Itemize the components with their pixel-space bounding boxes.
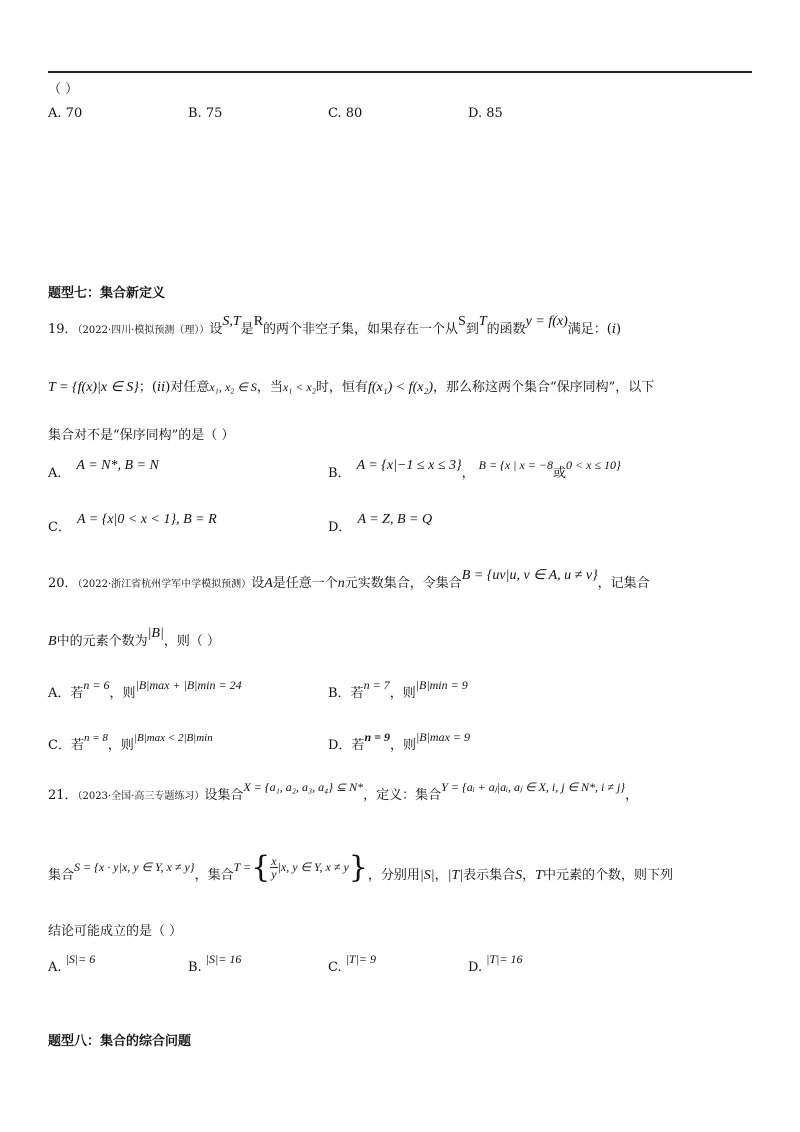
question-source: （2022·四川·模拟预测（理）） xyxy=(77,325,210,336)
question-20-stem-line2: B中的元素个数为|B|，则（ ） xyxy=(48,626,220,649)
header-rule xyxy=(48,71,752,73)
q19-option-b[interactable]: B．A = {x|−1 ≤ x ≤ 3}，B = {x | x = −8或0 < x ≤ 10} xyxy=(328,458,621,481)
q19-option-a[interactable]: A．A = N*, B = N xyxy=(48,458,159,481)
section-heading-7: 题型七：集合新定义 xyxy=(48,286,166,301)
q21-option-a[interactable]: A.|S|= 6 xyxy=(48,952,96,975)
question-21-stem-line2: 集合S = {x · y|x, y ∈ Y, x ≠ y}，集合T ={ $\frac{x}{y}$ |x, y ∈ Y, x ≠ y}，分别用|S|，|T|表示集合S，T中元素的个数，则下列 xyxy=(48,850,673,885)
q20-option-d[interactable]: D．若n = 9，则|B|max = 9 xyxy=(328,730,471,753)
prev-option-c[interactable]: C. 80 xyxy=(328,106,363,121)
question-number: 21． xyxy=(48,788,78,803)
q20-option-a[interactable]: A．若n = 6，则|B|max + |B|min = 24 xyxy=(48,678,242,701)
question-source: （2022·浙江省杭州学军中学模拟预测） xyxy=(77,579,252,590)
question-19-stem-line1: 19．（2022·四川·模拟预测（理））设S,T是R的两个非空子集，如果存在一个从S到T的函数y = f(x)满足：(i) xyxy=(48,314,622,337)
question-number: 20． xyxy=(48,576,78,591)
q20-option-c[interactable]: C．若$^{n = 8}$，则$^{|B|max < 2|B|min}$ xyxy=(48,732,213,753)
question-21-stem-line1: 21．（2023·全国·高三专题练习）设集合X = {a₁, a₂, a₃, a₄} ⊆ N*，定义：集合Y = {aᵢ + aⱼ|aᵢ, aⱼ ∈ X, i, j ∈ N*, i ≠ j}， xyxy=(48,780,639,803)
prev-option-b[interactable]: B. 75 xyxy=(188,106,223,121)
question-19-stem-line3: 集合对不是“保序同构”的是（ ） xyxy=(48,428,235,443)
q20-option-b[interactable]: B．若n = 7，则|B|min = 9 xyxy=(328,678,468,701)
answer-paren: （ ） xyxy=(48,82,79,97)
q21-option-b[interactable]: B.|S|= 16 xyxy=(188,952,242,975)
question-source: （2023·全国·高三专题练习） xyxy=(77,791,205,802)
section-heading-8: 题型八：集合的综合问题 xyxy=(48,1034,192,1049)
question-20-stem-line1: 20．（2022·浙江省杭州学军中学模拟预测）设A是任意一个n元实数集合，令集合B = {uv|u, v ∈ A, u ≠ v}，记集合 xyxy=(48,568,650,591)
q21-option-c[interactable]: C.|T|= 9 xyxy=(328,952,376,975)
q21-option-d[interactable]: D.|T|= 16 xyxy=(468,952,523,975)
question-21-stem-line3: 结论可能成立的是（ ） xyxy=(48,924,183,939)
question-19-stem-line2: T = {f(x)|x ∈ S}；(ii)对任意x₁, x₂ ∈ S，当x₁ < x₂时，恒有f(x₁) < f(x₂)，那么称这两个集合“保序同构”，以下 xyxy=(48,380,655,395)
prev-option-d[interactable]: D. 85 xyxy=(468,106,503,121)
question-number: 19． xyxy=(48,322,78,337)
prev-option-a[interactable]: A. 70 xyxy=(48,106,83,121)
fraction-x-over-y: $\frac{x}{y}$ xyxy=(271,854,277,881)
q19-option-c[interactable]: C．A = {x|0 < x < 1}, B = R xyxy=(48,512,217,535)
q19-option-d[interactable]: D．A = Z, B = Q xyxy=(328,512,433,535)
